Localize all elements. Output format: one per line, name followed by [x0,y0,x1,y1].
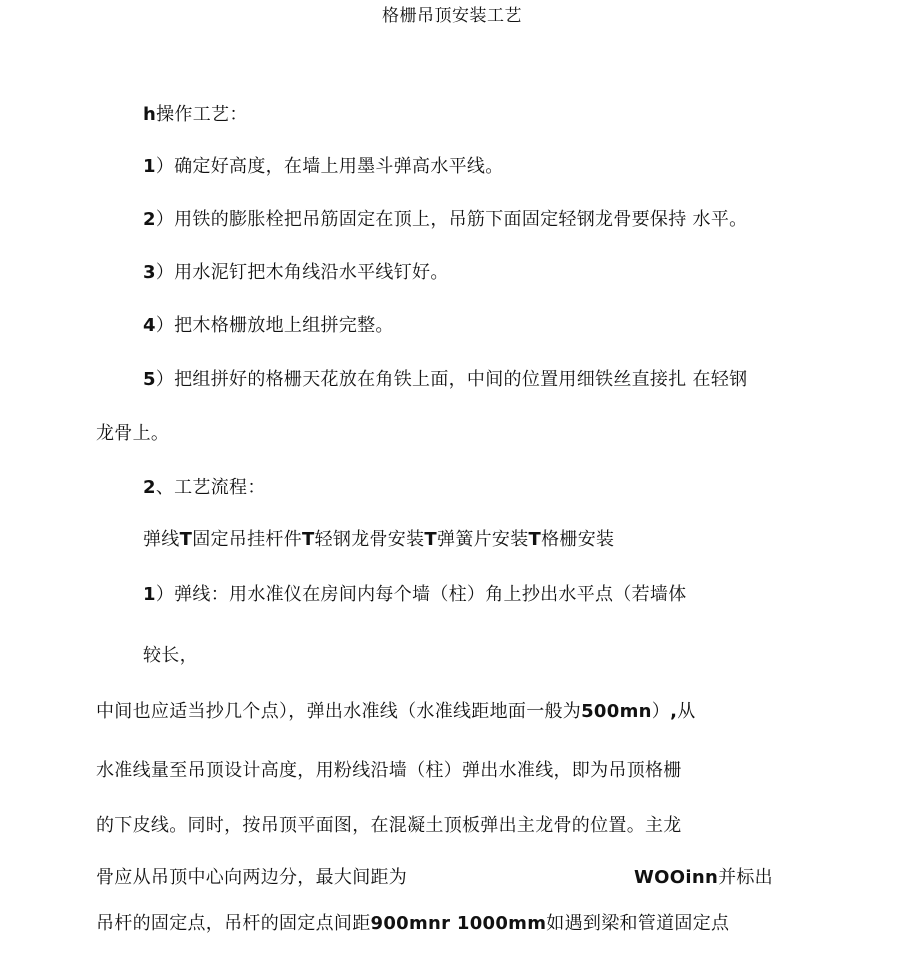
bold-text-segment: 2 [143,477,156,498]
text-line [96,866,407,890]
text-segment: 弹线 [143,529,180,550]
bold-text-segment: 500mn [581,701,652,722]
text-line [634,866,773,890]
text-segment: ） [651,701,671,722]
text-line [143,644,198,668]
bold-text-segment: T [302,529,315,550]
text-segment: ）弹线：用水准仪在房间内每个墙（柱）角上抄出水平点（若墙体 [155,584,687,605]
text-segment: 水准线量至吊顶设计高度，用粉线沿墙（柱）弹出水准线，即为吊顶格栅 [96,760,682,781]
text-line [143,368,747,392]
text-line [96,422,169,446]
bold-text-segment: 900mnr 1000mm [370,913,547,934]
bold-text-segment: 4 [143,315,156,336]
bold-text-segment: 3 [143,262,156,283]
bold-text-segment: T [179,529,193,550]
text-segment: ）用水泥钉把木角线沿水平线钉好。 [155,262,449,283]
bold-text-segment: 1 [143,584,156,605]
text-line [143,103,248,127]
text-segment: 从 [677,701,696,722]
text-line [96,912,729,936]
text-segment: ）用铁的膨胀栓把吊筋固定在顶上，吊筋下面固定轻钢龙骨要保持 水平。 [155,209,748,230]
text-segment: 龙骨上。 [96,423,170,444]
text-segment: 并标出 [718,867,773,888]
document-title: 格栅吊顶安装工艺 [382,6,522,26]
text-segment: 格栅安装 [541,529,615,550]
text-line [96,759,682,783]
text-segment: 骨应从吊顶中心向两边分，最大间距为 [96,867,408,888]
text-segment: 的下皮线。同时，按吊顶平面图，在混凝土顶板弹出主龙骨的位置。主龙 [96,815,682,836]
text-line [143,528,614,552]
bold-text-segment: T [528,529,542,550]
text-line [143,261,449,285]
text-segment: 、工艺流程： [155,477,266,498]
text-line [143,583,687,607]
text-segment: 如遇到梁和管道固定点 [546,913,730,934]
text-line [96,814,682,838]
text-segment: 轻钢龙骨安装 [314,529,425,550]
text-segment: 吊杆的固定点，吊杆的固定点间距 [96,913,371,934]
text-segment: 较长， [143,645,198,666]
text-segment: 中间也应适当抄几个点），弹出水准线（水准线距地面一般为 [96,701,582,722]
bold-text-segment: T [424,529,438,550]
text-segment: 弹簧片安装 [437,529,529,550]
bold-text-segment: 1 [143,156,156,177]
text-line [143,314,394,338]
bold-text-segment: 5 [143,369,156,390]
text-segment: 操作工艺： [156,104,248,125]
text-line [96,700,696,724]
text-line [143,155,504,179]
text-segment: ）确定好高度，在墙上用墨斗弹高水平线。 [155,156,504,177]
bold-text-segment: h [143,104,157,125]
text-line [143,476,266,500]
text-segment: ）把木格栅放地上组拼完整。 [155,315,394,336]
bold-text-segment: , [670,701,678,722]
text-segment: 固定吊挂杆件 [192,529,303,550]
bold-text-segment: 2 [143,209,156,230]
text-segment: ）把组拼好的格栅天花放在角铁上面，中间的位置用细铁丝直接扎 在轻钢 [155,369,748,390]
bold-text-segment: WOOinn [634,867,719,888]
text-line [143,208,747,232]
